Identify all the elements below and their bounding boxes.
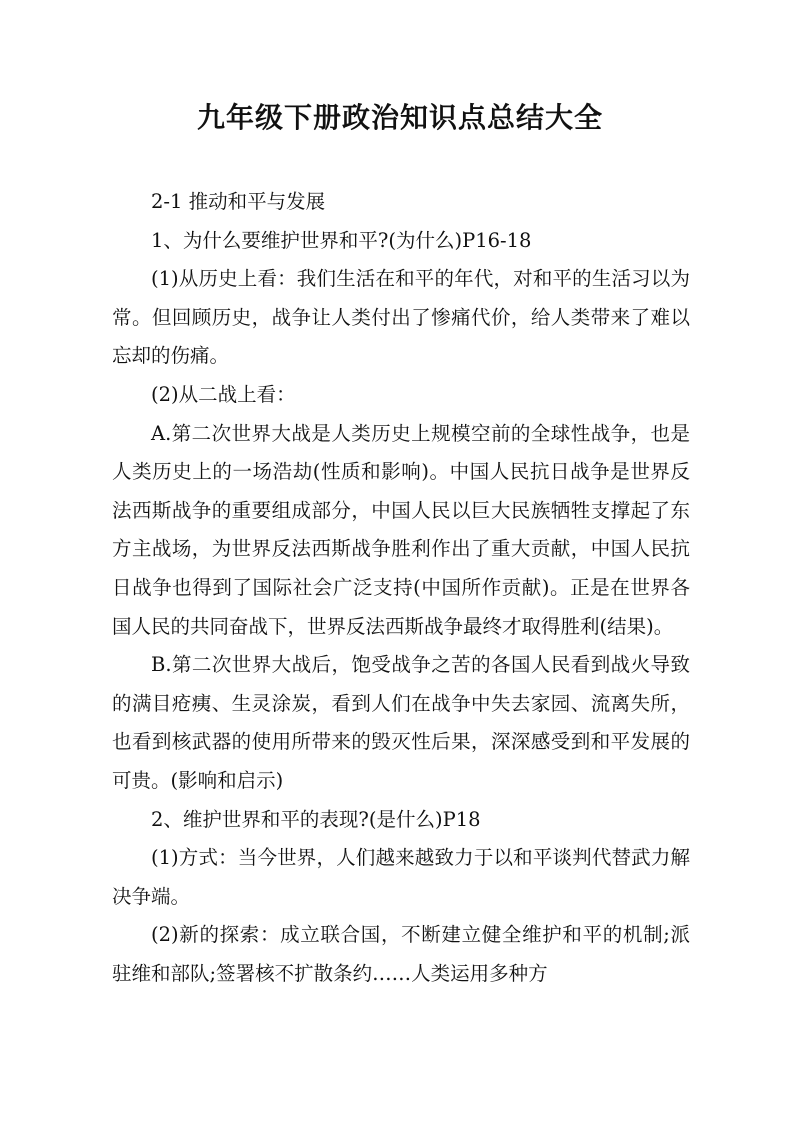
document-body: [112, 183, 690, 993]
paragraph: (1)从历史上看：我们生活在和平的年代，对和平的生活习以为常。但回顾历史，战争让人类付出了惨痛代价，给人类带来了难以忘却的伤痛。: [112, 267, 690, 368]
section-heading: 2-1 推动和平与发展: [151, 190, 326, 213]
paragraph: B.第二次世界大战后，饱受战争之苦的各国人民看到战火导致的满目疮痍、生灵涂炭，看到人们在战争中失去家园、流离失所，也看到核武器的使用所带来的毁灭性后果，深深感受到和平发展的可贵。(影响和启示): [112, 653, 690, 792]
paragraph: (1)方式：当今世界，人们越来越致力于以和平谈判代替武力解决争端。: [112, 846, 690, 908]
paragraph: A.第二次世界大战是人类历史上规模空前的全球性战争，也是人类历史上的一场浩劫(性质和影响)。中国人民抗日战争是世界反法西斯战争的重要组成部分，中国人民以巨大民族牺牲支撑起了东方主战场，为世界反法西斯战争胜利作出了重大贡献，中国人民抗日战争也得到了国际社会广泛支持(中国所作贡献)。正是在世界各国人民的共同奋战下，世界反法西斯战争最终才取得胜利(结果)。: [112, 421, 690, 638]
paragraph: (2)从二战上看：: [151, 382, 296, 406]
question-heading: 1、为什么要维护世界和平?(为什么)P16-18: [151, 228, 532, 252]
paragraph: (2)新的探索：成立联合国，不断建立健全维护和平的机制;派驻维和部队;签署核不扩散条约……人类运用多种方: [112, 923, 690, 985]
question-heading: 2、维护世界和平的表现?(是什么)P18: [151, 807, 481, 831]
page-title: 九年级下册政治知识点总结大全: [196, 101, 603, 134]
